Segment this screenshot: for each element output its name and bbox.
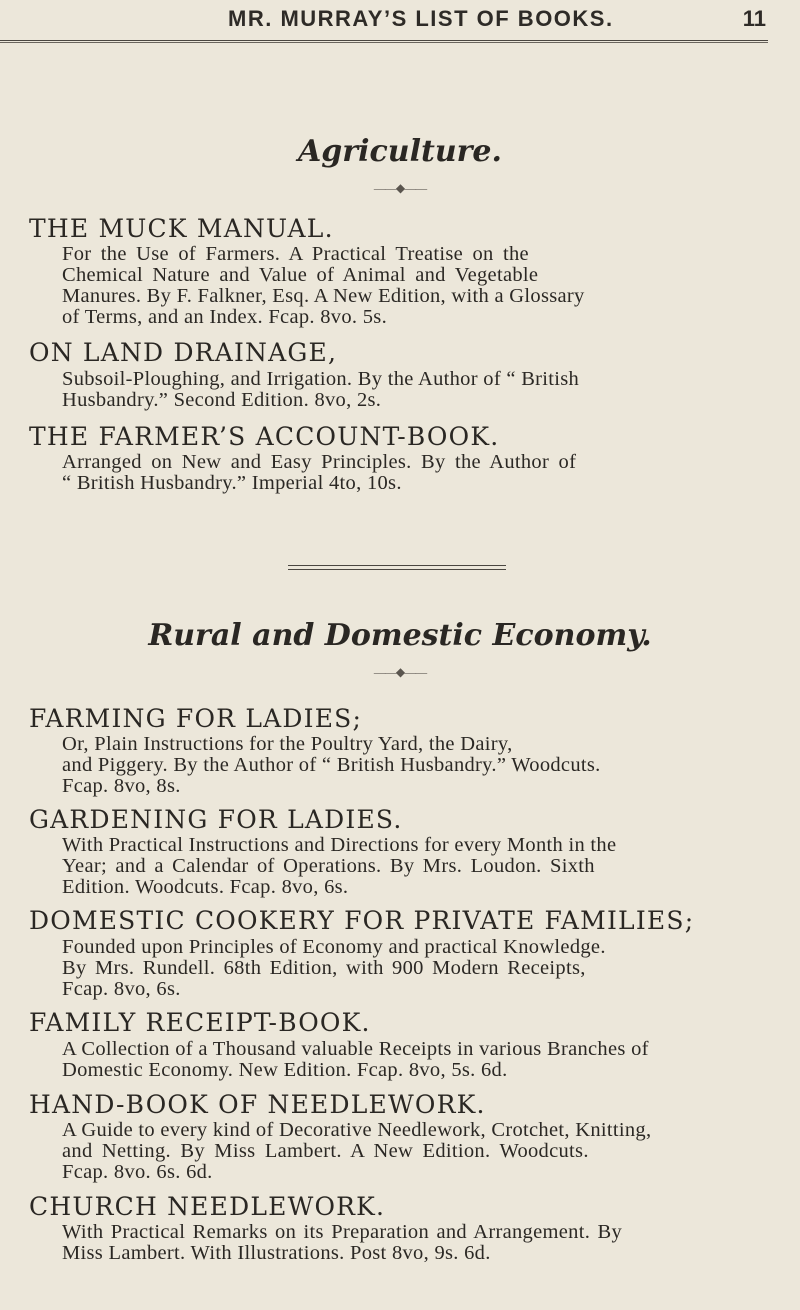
entry-title: THE MUCK MANUAL. — [29, 214, 334, 243]
header-rule — [0, 40, 768, 43]
description-line: With Practical Instructions and Directions for every Month in the — [62, 834, 617, 856]
description-line: Edition. Woodcuts. Fcap. 8vo, 6s. — [62, 876, 349, 898]
entry-description — [62, 1120, 792, 1183]
section-heading-agriculture: Agriculture. — [298, 134, 502, 169]
entry-title: HAND-BOOK OF NEEDLEWORK. — [29, 1090, 486, 1119]
description-line: “ British Husbandry.” Imperial 4to, 10s. — [62, 472, 402, 494]
entry-description — [62, 937, 792, 1000]
description-line: Fcap. 8vo, 8s. — [62, 775, 181, 797]
entry-title: GARDENING FOR LADIES. — [29, 805, 403, 834]
description-line: Arranged on New and Easy Principles. By the Author of — [62, 451, 577, 473]
entry-title: FARMING FOR LADIES; — [29, 704, 363, 733]
entry-title: DOMESTIC COOKERY FOR PRIVATE FAMILIES; — [29, 906, 695, 935]
description-line: Miss Lambert. With Illustrations. Post 8vo, 9s. 6d. — [62, 1242, 491, 1264]
description-line: Subsoil-Ploughing, and Irrigation. By the Author of “ British — [62, 368, 580, 390]
description-line: Chemical Nature and Value of Animal and Vegetable — [62, 264, 539, 286]
description-line: and Piggery. By the Author of “ British Husbandry.” Woodcuts. — [62, 754, 601, 776]
entry-title: ON LAND DRAINAGE, — [29, 338, 338, 367]
page-number: 11 — [742, 6, 766, 31]
description-line: For the Use of Farmers. A Practical Treatise on the — [62, 243, 529, 265]
description-line: Or, Plain Instructions for the Poultry Yard, the Dairy, — [62, 733, 513, 755]
section-ornament: ——◆—— — [373, 665, 427, 679]
description-line: Husbandry.” Second Edition. 8vo, 2s. — [62, 389, 382, 411]
entry-description — [62, 244, 792, 328]
description-line: Fcap. 8vo. 6s. 6d. — [62, 1161, 213, 1183]
entry-title: CHURCH NEEDLEWORK. — [29, 1192, 386, 1221]
description-line: Domestic Economy. New Edition. Fcap. 8vo, 5s. 6d. — [62, 1059, 508, 1081]
entry-description — [62, 1222, 792, 1264]
description-line: A Collection of a Thousand valuable Receipts in various Branches of — [62, 1038, 649, 1060]
section-ornament: ——◆—— — [373, 181, 427, 195]
entry-description — [62, 835, 792, 898]
description-line: Fcap. 8vo, 6s. — [62, 978, 181, 1000]
entry-description — [62, 1039, 792, 1081]
description-line: Founded upon Principles of Economy and practical Knowledge. — [62, 936, 606, 958]
entry-title: FAMILY RECEIPT-BOOK. — [29, 1008, 371, 1037]
section-heading-rural-domestic-economy: Rural and Domestic Economy. — [148, 618, 652, 653]
entry-description — [62, 369, 792, 411]
description-line: By Mrs. Rundell. 68th Edition, with 900 Modern Receipts, — [62, 957, 586, 979]
section-divider — [288, 565, 506, 570]
description-line: With Practical Remarks on its Preparation and Arrangement. By — [62, 1221, 623, 1243]
description-line: and Netting. By Miss Lambert. A New Edition. Woodcuts. — [62, 1140, 589, 1162]
description-line: Manures. By F. Falkner, Esq. A New Edition, with a Glossary — [62, 285, 585, 307]
entry-title: THE FARMER’S ACCOUNT-BOOK. — [29, 422, 500, 451]
entry-description — [62, 734, 792, 797]
entry-description — [62, 452, 792, 494]
description-line: A Guide to every kind of Decorative Needlework, Crotchet, Knitting, — [62, 1119, 652, 1141]
description-line: of Terms, and an Index. Fcap. 8vo. 5s. — [62, 306, 387, 328]
running-head-title: MR. MURRAY’S LIST OF BOOKS. — [228, 6, 614, 31]
description-line: Year; and a Calendar of Operations. By Mrs. Loudon. Sixth — [62, 855, 595, 877]
running-head — [0, 6, 800, 36]
